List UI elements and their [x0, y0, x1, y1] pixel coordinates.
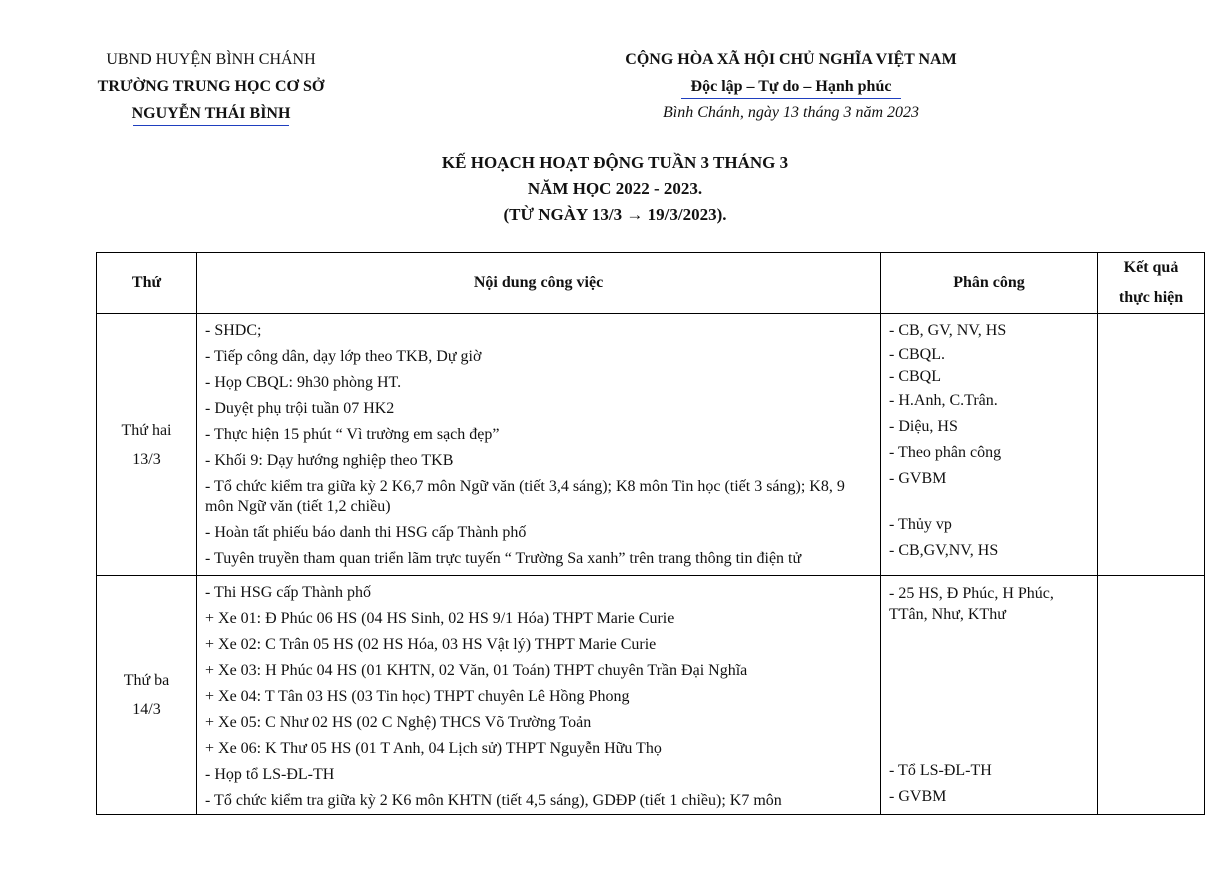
task-item: - Tiếp công dân, dạy lớp theo TKB, Dự giờ: [205, 348, 482, 365]
task-item: + Xe 01: Đ Phúc 06 HS (04 HS Sinh, 02 HS 9/1 Hóa) THPT Marie Curie: [205, 610, 675, 627]
col-result: [1098, 253, 1205, 314]
assign-cell: [881, 576, 1098, 815]
task-item: - Khối 9: Dạy hướng nghiệp theo TKB: [205, 452, 454, 469]
task-item: - Họp tổ LS-ĐL-TH: [205, 766, 335, 783]
agency-name: UBND HUYỆN BÌNH CHÁNH: [106, 51, 316, 68]
task-item: - Tổ chức kiểm tra giữa kỳ 2 K6 môn KHTN (tiết 4,5 sáng), GDĐP (tiết 1 chiều); K7 môn: [205, 792, 782, 809]
task-item: - Thi HSG cấp Thành phố: [205, 584, 372, 601]
assign-spacer: [889, 492, 1089, 512]
day-cell: [97, 314, 197, 576]
table-row: [97, 576, 1205, 815]
assign-item: - CBQL.: [889, 346, 945, 363]
task-item: + Xe 05: C Như 02 HS (02 C Nghệ) THCS Võ Trường Toản: [205, 714, 592, 731]
assign-spacer: [889, 625, 1089, 758]
title-line-1: KẾ HOẠCH HOẠT ĐỘNG TUẦN 3 THÁNG 3: [441, 153, 789, 172]
task-item: + Xe 06: K Thư 05 HS (01 T Anh, 04 Lịch sử) THPT Nguyễn Hữu Thọ: [205, 740, 662, 757]
task-item: - Hoàn tất phiếu báo danh thi HSG cấp Thành phố: [205, 524, 527, 541]
assign-item: - Diệu, HS: [889, 418, 958, 435]
assign-item: - 25 HS, Đ Phúc, H Phúc, TTân, Như, KThư: [889, 585, 1054, 623]
weekly-plan-table: [96, 252, 1205, 815]
task-item: - Thực hiện 15 phút “ Vì trường em sạch đẹp”: [205, 426, 500, 443]
task-item: - Tổ chức kiểm tra giữa kỳ 2 K6,7 môn Ngữ văn (tiết 3,4 sáng); K8 môn Tin học (tiết 3 sáng); K8, 9 môn Ngữ văn (tiết 1,2 chiều): [205, 478, 845, 515]
col-content: Nội dung công việc: [197, 253, 881, 314]
assign-item: - CB, GV, NV, HS: [889, 322, 1007, 339]
assign-item: - Tổ LS-ĐL-TH: [889, 762, 992, 779]
assign-item: - GVBM: [889, 470, 947, 487]
result-cell: [1098, 314, 1205, 576]
assign-item: - Theo phân công: [889, 444, 1002, 461]
col-result-line-1: Kết quả: [1123, 259, 1179, 276]
agency-header: [70, 46, 352, 126]
assign-cell: [881, 314, 1098, 576]
col-day: Thứ: [97, 253, 197, 314]
col-result-line-2: thực hiện: [1118, 289, 1184, 306]
assign-item: - GVBM: [889, 788, 947, 805]
content-cell: [197, 576, 881, 815]
assign-item: - CB,GV,NV, HS: [889, 542, 999, 559]
title-line-3: (TỪ NGÀY 13/3 → 19/3/2023).: [503, 205, 727, 224]
title-line-2: NĂM HỌC 2022 - 2023.: [527, 179, 703, 198]
result-cell: [1098, 576, 1205, 815]
document-title: [0, 150, 1230, 228]
table-header-row: [97, 253, 1205, 314]
assign-item: - Thủy vp: [889, 516, 952, 533]
task-item: - SHDC;: [205, 322, 262, 339]
day-name: Thứ ba: [123, 672, 170, 689]
task-item: + Xe 03: H Phúc 04 HS (01 KHTN, 02 Văn, 01 Toán) THPT chuyên Trần Đại Nghĩa: [205, 662, 748, 679]
assign-item: - H.Anh, C.Trân.: [889, 392, 998, 409]
assign-item: - CBQL: [889, 368, 941, 385]
school-type: TRƯỜNG TRUNG HỌC CƠ SỞ: [97, 78, 325, 95]
task-item: + Xe 04: T Tân 03 HS (03 Tin học) THPT chuyên Lê Hồng Phong: [205, 688, 630, 705]
col-assign: Phân công: [881, 253, 1098, 314]
task-item: + Xe 02: C Trân 05 HS (02 HS Hóa, 03 HS Vật lý) THPT Marie Curie: [205, 636, 657, 653]
national-motto: Độc lập – Tự do – Hạnh phúc: [690, 78, 892, 95]
school-name: NGUYỄN THÁI BÌNH: [131, 105, 291, 122]
day-date: 13/3: [132, 450, 161, 468]
task-item: - Họp CBQL: 9h30 phòng HT.: [205, 374, 402, 391]
national-name: CỘNG HÒA XÃ HỘI CHỦ NGHĨA VIỆT NAM: [625, 51, 957, 68]
content-cell: [197, 314, 881, 576]
day-name: Thứ hai: [121, 421, 172, 439]
day-cell: [97, 576, 197, 815]
task-item: - Tuyên truyền tham quan triển lãm trực tuyến “ Trường Sa xanh” trên trang thông tin điện tử: [205, 550, 802, 567]
place-date: Bình Chánh, ngày 13 tháng 3 năm 2023: [663, 104, 919, 121]
national-header: [560, 46, 1022, 126]
task-item: - Duyệt phụ trội tuần 07 HK2: [205, 400, 395, 417]
table-row: [97, 314, 1205, 576]
day-date: 14/3: [132, 701, 161, 718]
